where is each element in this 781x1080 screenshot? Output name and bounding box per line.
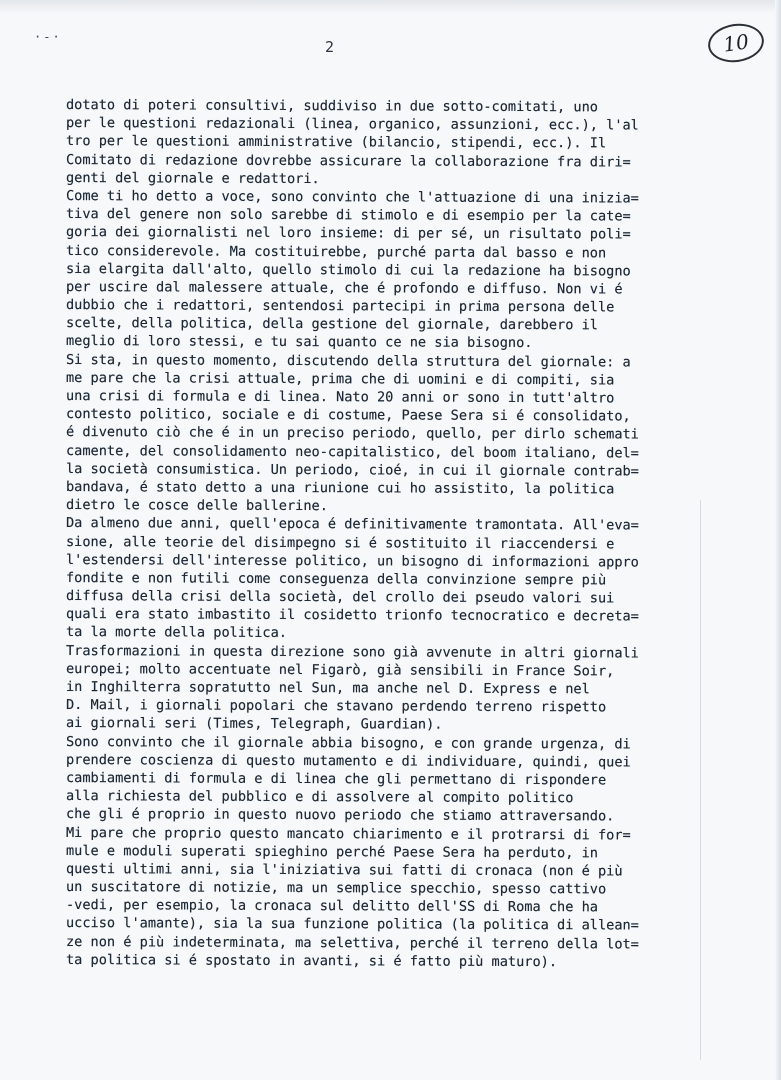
text-line: in Inghilterra sopratutto nel Sun, ma anche nel D. Express e nel bbox=[65, 679, 590, 698]
text-line: genti del giornale e redattori. bbox=[65, 169, 320, 187]
page-number: 2 bbox=[325, 38, 335, 56]
text-line: alla richiesta del pubblico e di assolvere al compito politico bbox=[65, 788, 574, 807]
text-line: diffusa della crisi della società, del crollo dei pseudo valori sui bbox=[65, 588, 615, 607]
scan-right-edge bbox=[775, 0, 781, 1080]
text-line: Si sta, in questo momento, discutendo della struttura del giornale: a bbox=[65, 351, 631, 371]
text-line: cambiamenti di formula e di linea che gli permettano di rispondere bbox=[65, 769, 607, 789]
text-line: goria dei giornalisti nel loro insieme: di per sé, un risultato poli= bbox=[65, 224, 631, 243]
text-line: Da almeno due anni, quell'epoca é definitivamente tramontata. All'eva= bbox=[65, 515, 639, 534]
letter-body bbox=[66, 96, 756, 969]
text-line: scelte, della politica, della gestione del giornale, darebbero il bbox=[65, 315, 598, 334]
text-line: Comitato di redazione dovrebbe assicurare la collaborazione fra diri= bbox=[65, 151, 631, 171]
folio-number: 10 bbox=[721, 29, 751, 57]
text-line: fondite e non futili come conseguenza della convinzione sempre più bbox=[65, 569, 607, 589]
text-line: tico considerevole. Ma costituirebbe, purché parta dal basso e non bbox=[65, 242, 607, 261]
text-line: per uscire dal malessere attuale, che é profondo e diffuso. Non vi é bbox=[65, 278, 623, 298]
text-line: che gli é proprio in questo nuovo periodo che stiamo attraversando. bbox=[65, 806, 615, 825]
text-line: mule e moduli superati spieghino perché Paese Sera ha perduto, in bbox=[65, 842, 598, 862]
text-line: bandava, é stato detto a una riunione cui ho assistito, la politica bbox=[65, 478, 615, 498]
text-line: Mi pare che proprio questo mancato chiarimento e il protrarsi di for= bbox=[65, 824, 631, 843]
text-line: europei; molto accentuate nel Figarò, già sensibili in France Soir, bbox=[65, 660, 615, 680]
text-line: ai giornali seri (Times, Telegraph, Guardian). bbox=[65, 715, 443, 734]
text-line: prendere coscienza di questo mutamento e di individuare, quindi, quei bbox=[65, 751, 631, 771]
text-line: dietro le cosce delle ballerine. bbox=[65, 497, 328, 515]
text-line: per le questioni redazionali (linea, organico, assunzioni, ecc.), l'al bbox=[65, 115, 639, 134]
text-line: -vedi, per esempio, la cronaca sul delitto dell'SS di Roma che ha bbox=[65, 897, 598, 916]
text-line: la società consumistica. Un periodo, cioé, in cui il giornale contrab= bbox=[65, 460, 639, 480]
text-line: ta politica si é spostato in avanti, si é fatto più maturo). bbox=[65, 951, 558, 970]
text-line: tiva del genere non solo sarebbe di stimolo e di esempio per la cate= bbox=[65, 206, 631, 225]
text-line: un suscitatore di notizie, ma un semplice specchio, spesso cattivo bbox=[65, 879, 607, 898]
scan-top-edge bbox=[0, 0, 781, 14]
text-line: contesto politico, sociale e di costume, Paese Sera si é consolidato, bbox=[65, 406, 631, 425]
text-line: camente, del consolidamento neo-capitalistico, del boom italiano, del= bbox=[65, 442, 639, 462]
text-line: sione, alle teorie del disimpegno si é sostituito il riaccendersi e bbox=[65, 533, 615, 552]
text-line: questi ultimi anni, sia l'iniziativa sui fatti di cronaca (non é più bbox=[65, 860, 623, 880]
text-line: meglio di loro stessi, e tu sai quanto ce ne sia bisogno. bbox=[65, 333, 533, 352]
text-line: ucciso l'amante), sia la sua funzione politica (la politica di allean= bbox=[65, 915, 639, 934]
text-line: tro per le questioni amministrative (bilancio, stipendi, ecc.). Il bbox=[65, 133, 607, 152]
text-line: é divenuto ciò che é in un preciso periodo, quello, per dirlo schemati bbox=[65, 424, 639, 443]
text-line: ta la morte della politica. bbox=[65, 624, 288, 642]
text-line: quali era stato imbastito il cosidetto trionfo tecnocratico e decreta= bbox=[65, 606, 639, 625]
folio-stamp bbox=[706, 20, 767, 65]
text-line: Trasformazioni in questa direzione sono già avvenute in altri giornali bbox=[65, 642, 639, 662]
text-line: una crisi di formula e di linea. Nato 20 anni or sono in tutt'altro bbox=[65, 388, 615, 407]
text-line: me pare che la crisi attuale, prima che di uomini e di compiti, sia bbox=[65, 369, 615, 389]
text-line: ze non é più indeterminata, ma selettiva, perché il terreno della lot= bbox=[65, 933, 639, 953]
text-line: D. Mail, i giornali popolari che stavano perdendo terreno rispetto bbox=[65, 697, 607, 716]
text-line: sia elargita dall'alto, quello stimolo di cui la redazione ha bisogno bbox=[65, 260, 631, 280]
margin-mark: ·‐· bbox=[34, 30, 62, 44]
text-line: dubbio che i redattori, sentendosi partecipi in prima persona delle bbox=[65, 297, 615, 316]
text-line: Come ti ho detto a voce, sono convinto che l'attuazione di una inizia= bbox=[65, 187, 639, 207]
text-line: l'estendersi dell'interesse politico, un bisogno di informazioni appro bbox=[65, 551, 639, 571]
text-line: Sono convinto che il giornale abbia bisogno, e con grande urgenza, di bbox=[65, 733, 631, 753]
text-line: dotato di poteri consultivi, suddiviso in due sotto-comitati, uno bbox=[65, 97, 598, 116]
